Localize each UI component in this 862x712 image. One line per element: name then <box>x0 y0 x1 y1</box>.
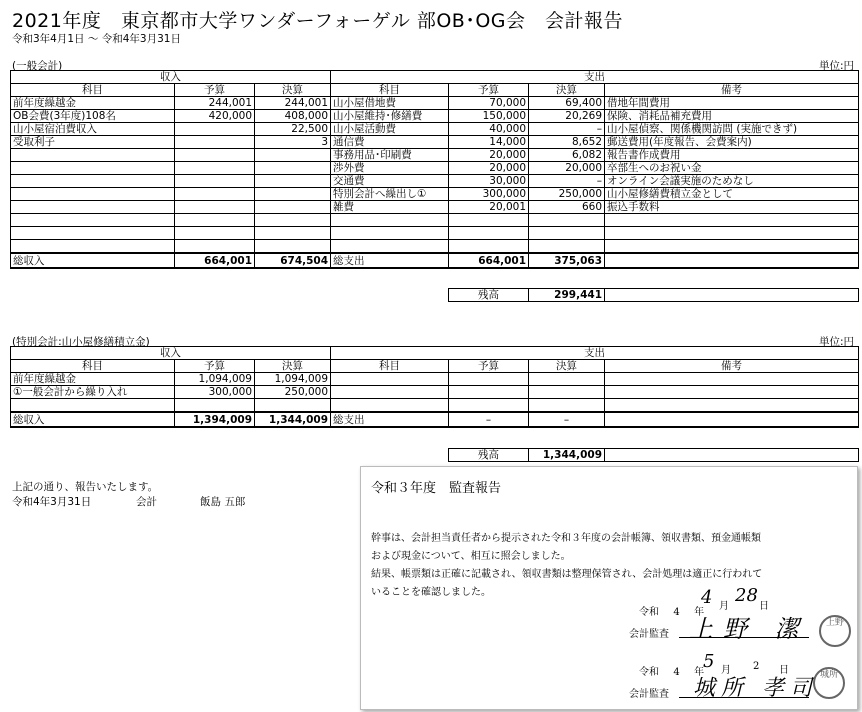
ledger-budget <box>449 214 529 227</box>
income-total-budget: 1,394,009 <box>175 412 255 427</box>
ledger-item <box>331 386 449 399</box>
ledger-budget: 244,001 <box>175 97 255 110</box>
col-item: 科目 <box>331 84 449 97</box>
table-row <box>11 175 859 188</box>
ledger-budget: 40,000 <box>449 123 529 136</box>
ledger-actual: 20,269 <box>529 110 605 123</box>
audit-month-1: 4 <box>701 587 713 608</box>
table-row <box>11 110 859 123</box>
era: 令和 <box>639 607 659 618</box>
audit-month-2: 5 <box>703 651 715 672</box>
ledger-actual <box>255 399 331 413</box>
auditor-signature-1: 上野 潔 <box>689 615 809 643</box>
year-unit: 年 <box>694 667 705 678</box>
income-header: 収入 <box>11 71 331 84</box>
col-item: 科目 <box>331 360 449 373</box>
ledger-item <box>331 240 449 254</box>
expense-total-budget: – <box>449 412 529 427</box>
ledger-item <box>11 175 175 188</box>
report-name: 飯島 五郎 <box>200 496 246 508</box>
col-actual: 決算 <box>255 360 331 373</box>
ledger-note: 卒部生へのお祝い金 <box>605 162 859 175</box>
ledger-actual <box>255 227 331 240</box>
ledger-budget: 70,000 <box>449 97 529 110</box>
balance-label: 残高 <box>449 449 529 462</box>
ledger-item: 通信費 <box>331 136 449 149</box>
page-title: 2021年度 東京都市大学ワンダーフォーゲル 部OB･OG会 会計報告 <box>12 10 624 32</box>
ledger-budget <box>175 214 255 227</box>
table-row <box>11 201 859 214</box>
ledger-budget: 14,000 <box>449 136 529 149</box>
ledger-actual <box>529 227 605 240</box>
ledger-actual <box>255 201 331 214</box>
table-row <box>11 123 859 136</box>
col-note: 備考 <box>605 84 859 97</box>
ledger-note: 振込手数料 <box>605 201 859 214</box>
table-row <box>11 162 859 175</box>
ledger-actual <box>255 240 331 254</box>
ledger-budget <box>449 227 529 240</box>
month-unit: 月 <box>719 601 729 612</box>
ledger-item <box>11 399 175 413</box>
ledger-item <box>331 227 449 240</box>
year: 4 <box>673 607 680 618</box>
audit-paragraph: いることを確認しました。 <box>371 587 491 598</box>
ledger-note: 保険、消耗品補充費用 <box>605 110 859 123</box>
expense-total-actual: 375,063 <box>529 253 605 268</box>
balance-blank <box>605 449 859 462</box>
income-total-budget: 664,001 <box>175 253 255 268</box>
audit-paragraph: および現金について、相互に照会しました。 <box>371 551 571 562</box>
report-date: 令和4年3月31日 <box>12 496 92 508</box>
special-balance-table <box>448 448 859 462</box>
ledger-budget: 150,000 <box>449 110 529 123</box>
ledger-item: 受取利子 <box>11 136 175 149</box>
ledger-item <box>11 240 175 254</box>
ledger-budget <box>175 175 255 188</box>
ledger-budget: 300,000 <box>175 386 255 399</box>
ledger-item: 山小屋宿泊費収入 <box>11 123 175 136</box>
ledger-note: 借地年間費用 <box>605 97 859 110</box>
expense-total-budget: 664,001 <box>449 253 529 268</box>
ledger-item: 前年度繰越金 <box>11 97 175 110</box>
ledger-budget <box>175 240 255 254</box>
ledger-item <box>11 162 175 175</box>
ledger-note: 山小屋偵察、関係機関訪問 (実施できず) <box>605 123 859 136</box>
ledger-note <box>605 399 859 413</box>
balance-label: 残高 <box>449 289 529 302</box>
audit-role-2: 会計監査 <box>629 689 669 700</box>
ledger-actual: 6,082 <box>529 149 605 162</box>
table-row <box>11 240 859 254</box>
ledger-note <box>605 386 859 399</box>
seal-stamp-2: 城所 <box>813 667 845 699</box>
general-unit-label: 単位:円 <box>818 60 854 72</box>
col-budget: 予算 <box>175 84 255 97</box>
expense-header: 支出 <box>331 71 859 84</box>
ledger-budget <box>449 386 529 399</box>
col-budget: 予算 <box>449 84 529 97</box>
col-actual: 決算 <box>529 360 605 373</box>
ledger-actual: – <box>529 123 605 136</box>
expense-total-label: 総支出 <box>331 253 449 268</box>
ledger-item <box>11 214 175 227</box>
ledger-budget: 300,000 <box>449 188 529 201</box>
year: 4 <box>673 667 680 678</box>
ledger-actual: 20,000 <box>529 162 605 175</box>
ledger-budget <box>449 399 529 413</box>
signature-line <box>679 637 809 638</box>
ledger-actual: 1,094,009 <box>255 373 331 386</box>
ledger-item <box>11 201 175 214</box>
ledger-budget: 20,000 <box>449 162 529 175</box>
ledger-note <box>605 214 859 227</box>
ledger-item: 山小屋借地費 <box>331 97 449 110</box>
ledger-item <box>11 188 175 201</box>
ledger-budget: 20,001 <box>449 201 529 214</box>
special-account-table <box>10 346 859 428</box>
ledger-budget <box>175 136 255 149</box>
ledger-budget <box>175 399 255 413</box>
ledger-budget <box>449 240 529 254</box>
ledger-note <box>605 373 859 386</box>
income-total-actual: 674,504 <box>255 253 331 268</box>
audit-report-panel <box>360 466 858 710</box>
report-period: 令和3年4月1日 ～ 令和4年3月31日 <box>12 33 181 45</box>
ledger-note <box>605 240 859 254</box>
ledger-budget <box>175 149 255 162</box>
ledger-actual: 3 <box>255 136 331 149</box>
ledger-budget: 1,094,009 <box>175 373 255 386</box>
ledger-actual <box>529 373 605 386</box>
income-total-label: 総収入 <box>11 253 175 268</box>
ledger-actual: 408,000 <box>255 110 331 123</box>
table-row <box>11 214 859 227</box>
ledger-actual: 660 <box>529 201 605 214</box>
audit-paragraph: 幹事は、会計担当責任者から提示された令和３年度の会計帳簿、領収書類、預金通帳類 <box>371 533 761 544</box>
ledger-item: 山小屋維持･修繕費 <box>331 110 449 123</box>
day-unit: 日 <box>779 665 789 676</box>
ledger-item: ①一般会計から繰り入れ <box>11 386 175 399</box>
table-row <box>11 149 859 162</box>
ledger-note <box>605 227 859 240</box>
era: 令和 <box>639 667 659 678</box>
ledger-actual <box>255 149 331 162</box>
signature-line <box>679 697 809 698</box>
ledger-actual <box>255 188 331 201</box>
income-total-actual: 1,344,009 <box>255 412 331 427</box>
ledger-item: 交通費 <box>331 175 449 188</box>
ledger-item: 事務用品･印刷費 <box>331 149 449 162</box>
ledger-budget <box>175 227 255 240</box>
special-unit-label: 単位:円 <box>818 336 854 348</box>
special-account-label: (特別会計:山小屋修繕積立金) <box>12 336 150 348</box>
balance-blank <box>605 289 859 302</box>
ledger-item: OB会費(3年度)108名 <box>11 110 175 123</box>
ledger-actual <box>255 214 331 227</box>
balance-value: 299,441 <box>529 289 605 302</box>
expense-header: 支出 <box>331 347 859 360</box>
ledger-actual: 250,000 <box>529 188 605 201</box>
general-account-label: (一般会計) <box>12 60 63 72</box>
ledger-actual: 8,652 <box>529 136 605 149</box>
ledger-item: 特別会計へ繰出し① <box>331 188 449 201</box>
col-item: 科目 <box>11 84 175 97</box>
expense-total-note <box>605 412 859 427</box>
income-header: 収入 <box>11 347 331 360</box>
balance-value: 1,344,009 <box>529 449 605 462</box>
ledger-actual <box>529 214 605 227</box>
report-role: 会計 <box>136 496 157 508</box>
ledger-budget: 420,000 <box>175 110 255 123</box>
ledger-item: 山小屋活動費 <box>331 123 449 136</box>
ledger-budget <box>175 188 255 201</box>
ledger-actual: – <box>529 175 605 188</box>
ledger-actual <box>255 162 331 175</box>
ledger-budget: 20,000 <box>449 149 529 162</box>
col-actual: 決算 <box>529 84 605 97</box>
ledger-item: 雑費 <box>331 201 449 214</box>
col-note: 備考 <box>605 360 859 373</box>
col-item: 科目 <box>11 360 175 373</box>
ledger-item <box>331 399 449 413</box>
ledger-note: 報告書作成費用 <box>605 149 859 162</box>
ledger-actual <box>529 240 605 254</box>
ledger-item <box>331 373 449 386</box>
table-row <box>11 188 859 201</box>
ledger-budget: 30,000 <box>449 175 529 188</box>
table-row <box>11 97 859 110</box>
ledger-item <box>331 214 449 227</box>
month-unit: 月 <box>721 665 731 676</box>
audit-role-1: 会計監査 <box>629 629 669 640</box>
ledger-budget <box>175 162 255 175</box>
table-row <box>11 399 859 413</box>
ledger-actual: 69,400 <box>529 97 605 110</box>
table-row <box>11 373 859 386</box>
report-statement: 上記の通り、報告いたします。 <box>12 481 159 493</box>
seal-stamp-1: 上野 <box>819 615 851 647</box>
day-unit: 日 <box>759 601 769 612</box>
ledger-item <box>11 149 175 162</box>
general-account-table <box>10 70 859 269</box>
ledger-item: 前年度繰越金 <box>11 373 175 386</box>
ledger-note: 郵送費用(年度報告、会費案内) <box>605 136 859 149</box>
table-row <box>11 227 859 240</box>
col-budget: 予算 <box>175 360 255 373</box>
ledger-actual: 22,500 <box>255 123 331 136</box>
ledger-note: オンライン会議実施のためなし <box>605 175 859 188</box>
ledger-actual <box>529 386 605 399</box>
ledger-budget <box>175 123 255 136</box>
ledger-actual <box>529 399 605 413</box>
ledger-item: 渉外費 <box>331 162 449 175</box>
col-budget: 予算 <box>449 360 529 373</box>
expense-total-label: 総支出 <box>331 412 449 427</box>
audit-heading: 令和３年度 監査報告 <box>371 481 502 496</box>
ledger-actual <box>255 175 331 188</box>
general-balance-table <box>448 288 859 302</box>
table-row <box>11 136 859 149</box>
auditor-signature-2: 城所 孝司 <box>693 676 818 701</box>
expense-total-note <box>605 253 859 268</box>
expense-total-actual: – <box>529 412 605 427</box>
ledger-actual: 244,001 <box>255 97 331 110</box>
table-row <box>11 386 859 399</box>
audit-paragraph: 結果、帳票類は正確に記載され、領収書類は整理保管され、会計処理は適正に行われて <box>371 569 763 580</box>
income-total-label: 総収入 <box>11 412 175 427</box>
year-unit: 年 <box>694 607 705 618</box>
ledger-item <box>11 227 175 240</box>
ledger-note: 山小屋修繕費積立金として <box>605 188 859 201</box>
ledger-budget <box>175 201 255 214</box>
ledger-budget <box>449 373 529 386</box>
col-actual: 決算 <box>255 84 331 97</box>
audit-day-2: 2 <box>753 661 760 672</box>
audit-day-1: 28 <box>735 585 758 606</box>
ledger-actual: 250,000 <box>255 386 331 399</box>
